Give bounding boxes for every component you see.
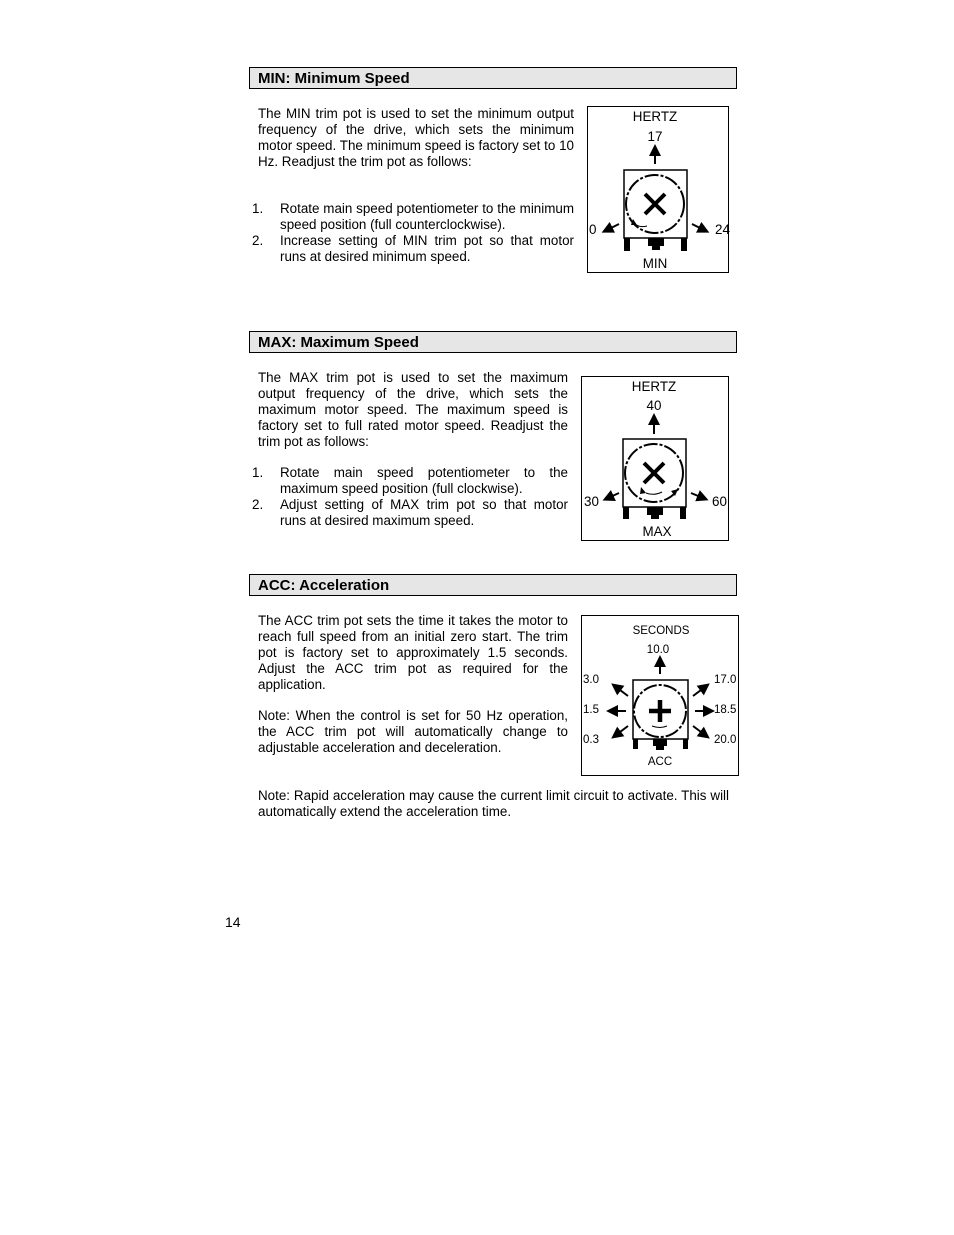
- max-steps: [252, 465, 568, 529]
- acc-note-current-limit: Note: Rapid acceleration may cause the current limit circuit to activate. This will automatically extend the acceleration time.: [258, 788, 729, 819]
- right-lower-value-label: 20.0: [714, 734, 737, 746]
- list-item: 1. Rotate main speed potentiometer to the minimum speed position (full counterclockwise).: [252, 201, 574, 232]
- left-lower-value-label: 0.3: [583, 734, 599, 746]
- right-value-label: 60: [712, 494, 727, 509]
- unit-label: HERTZ: [631, 379, 677, 394]
- trim-pot-icon: [582, 616, 740, 777]
- max-trim-pot-diagram: [581, 376, 729, 541]
- left-mid-value-label: 1.5: [583, 704, 599, 716]
- top-value-label: 17: [647, 129, 663, 144]
- section-heading-min: MIN: Minimum Speed: [249, 67, 737, 89]
- pot-name-label: ACC: [647, 756, 673, 768]
- right-upper-value-label: 17.0: [714, 674, 737, 686]
- min-steps: [252, 201, 574, 265]
- pot-name-label: MIN: [642, 256, 668, 271]
- list-item: 2. Adjust setting of MAX trim pot so that motor runs at desired maximum speed.: [252, 497, 568, 528]
- section-heading-max: MAX: Maximum Speed: [249, 331, 737, 353]
- pot-name-label: MAX: [642, 524, 672, 539]
- right-value-label: 24: [715, 222, 730, 237]
- min-description: The MIN trim pot is used to set the minimum output frequency of the drive, which sets the minimum motor speed. The minimum speed is factory set to 10 Hz. Readjust the trim pot as follows:: [258, 106, 574, 169]
- left-upper-value-label: 3.0: [583, 674, 599, 686]
- unit-label: SECONDS: [632, 625, 690, 637]
- top-value-label: 10.0: [646, 644, 670, 656]
- left-value-label: 0: [589, 222, 597, 237]
- unit-label: HERTZ: [632, 109, 678, 124]
- section-heading-acc: ACC: Acceleration: [249, 574, 737, 596]
- top-value-label: 40: [646, 398, 662, 413]
- acc-description: The ACC trim pot sets the time it takes the motor to reach full speed from an initial zero start. The trim pot is factory set to approximately 1.5 seconds. Adjust the ACC trim pot as required for the application.: [258, 613, 568, 692]
- left-value-label: 30: [584, 494, 599, 509]
- acc-trim-pot-diagram: [581, 615, 739, 776]
- page-number: 14: [225, 914, 241, 930]
- min-trim-pot-diagram: [587, 106, 729, 273]
- list-item: 1. Rotate main speed potentiometer to the maximum speed position (full clockwise).: [252, 465, 568, 496]
- max-description: The MAX trim pot is used to set the maximum output frequency of the drive, which sets the maximum motor speed. The maximum speed is factory set to full rated motor speed. Readjust the trim pot as follows:: [258, 370, 568, 449]
- right-mid-value-label: 18.5: [714, 704, 737, 716]
- acc-note-50hz: Note: When the control is set for 50 Hz operation, the ACC trim pot will automatically change to adjustable acceleration and deceleration.: [258, 708, 568, 755]
- list-item: 2. Increase setting of MIN trim pot so that motor runs at desired minimum speed.: [252, 233, 574, 264]
